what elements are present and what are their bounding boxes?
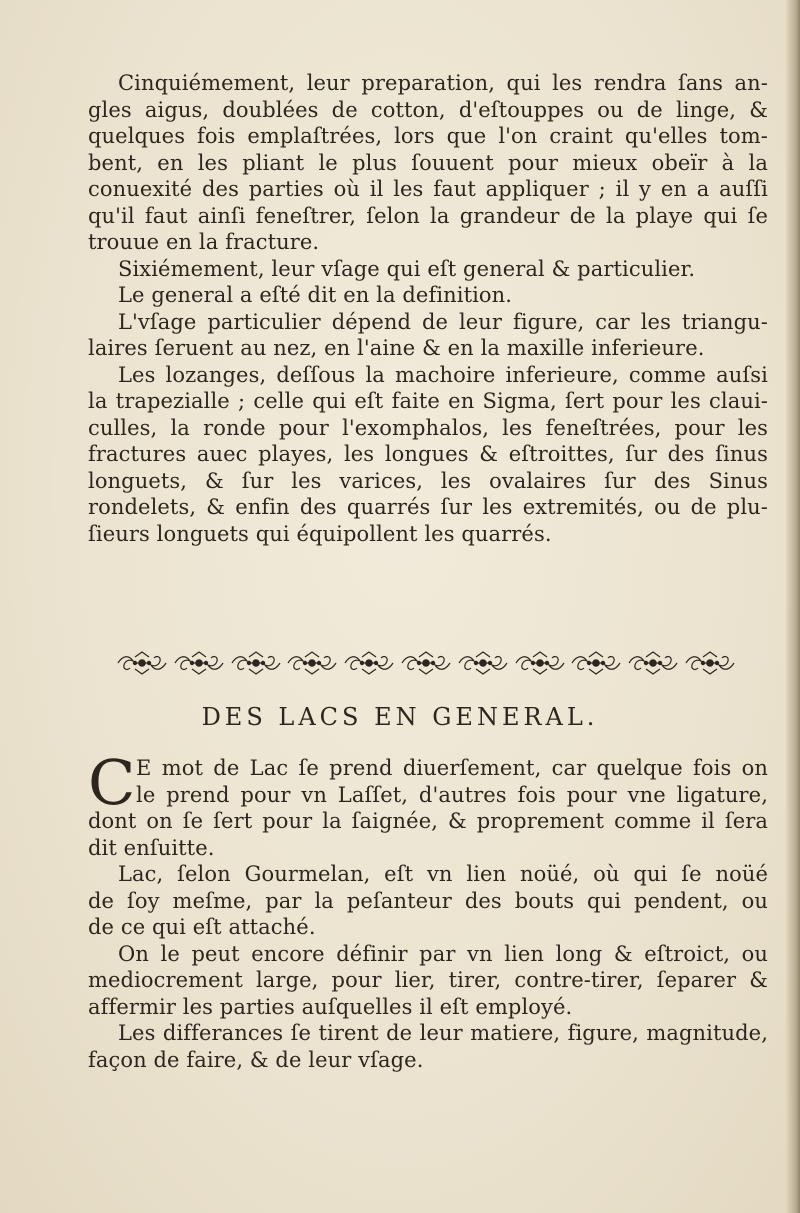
text-line: longuets, & ſur les varices, les ovalaires ſur des Sinus bbox=[88, 468, 768, 493]
text-line: la trapezialle ; celle qui eſt faite en Sigma, ſert pour les claui- bbox=[88, 389, 768, 413]
fleuron-icon bbox=[229, 649, 283, 677]
text-line: fractures auec playes, les longues & eſtroittes, ſur des ſinus bbox=[88, 442, 768, 466]
paragraph bbox=[88, 282, 768, 309]
paragraph bbox=[88, 746, 768, 861]
text-line: qu'il faut ainſi feneſtrer, ſelon la grandeur de la playe qui ſe bbox=[88, 203, 768, 228]
text-line: gles aigus, doublées de cotton, d'eſtouppes ou de linge, & bbox=[88, 97, 768, 122]
lower-text-section bbox=[88, 746, 768, 1073]
text-line: Lac, ſelon Gourmelan, eſt vn lien noüé, où qui ſe noüé bbox=[118, 862, 768, 886]
fleuron-icon bbox=[456, 649, 510, 677]
text-line: de ce qui eſt attaché. bbox=[88, 915, 316, 939]
text-line: rondelets, & enfin des quarrés ſur les extremités, ou de plu- bbox=[88, 495, 768, 519]
text-line: Les lozanges, deſſous la machoire inferieure, comme auſsi bbox=[118, 362, 768, 387]
fleuron-icon bbox=[683, 649, 737, 677]
paragraph bbox=[88, 362, 768, 548]
text-line: affermir les parties auſquelles il eſt employé. bbox=[88, 994, 573, 1019]
fleuron-icon bbox=[513, 649, 567, 677]
text-line: laires ſeruent au nez, en l'aine & en la maxille inferieure. bbox=[88, 336, 705, 360]
text-line: façon de faire, & de leur vſage. bbox=[88, 1047, 424, 1072]
text-line: E mot de Lac ſe prend diuerſement, car quelque fois on bbox=[136, 756, 768, 780]
text-line: quelques fois emplaſtrées, lors que l'on craint qu'elles tom- bbox=[88, 124, 768, 148]
fleuron-icon bbox=[626, 649, 680, 677]
text-line: Les differances ſe tirent de leur matiere, figure, magnitude, bbox=[118, 1021, 768, 1045]
text-line: le prend pour vn Laſſet, d'autres fois pour vne ligature, bbox=[136, 782, 768, 807]
text-line: conuexité des parties où il les faut appliquer ; il y en a auſſi bbox=[88, 177, 768, 201]
paragraph bbox=[88, 941, 768, 1021]
page-edge bbox=[786, 0, 800, 1213]
fleuron-ornament-band bbox=[115, 647, 737, 679]
section-heading: DES LACS EN GENERAL. bbox=[201, 703, 599, 731]
text-line: de ſoy meſme, par la peſanteur des bouts qui pendent, ou bbox=[88, 888, 768, 913]
text-line: trouue en la fracture. bbox=[88, 230, 320, 254]
paragraph bbox=[88, 309, 768, 362]
paragraph bbox=[88, 861, 768, 941]
text-line: bent, en les pliant le plus ſouuent pour mieux obeïr à la bbox=[88, 150, 768, 175]
upper-text-section bbox=[88, 70, 768, 547]
fleuron-icon bbox=[285, 649, 339, 677]
fleuron-icon bbox=[399, 649, 453, 677]
text-line: L'vſage particulier dépend de leur figure, car les triangu- bbox=[118, 309, 768, 334]
text-line: Sixiémement, leur vſage qui eſt general & particulier. bbox=[118, 256, 696, 281]
text-line: mediocrement large, pour lier, tirer, contre-tirer, ſeparer & bbox=[88, 968, 768, 992]
paragraph bbox=[88, 70, 768, 256]
text-line: dont on ſe ſert pour la ſaignée, & proprement comme il ſera bbox=[88, 809, 768, 833]
fleuron-icon bbox=[172, 649, 226, 677]
fleuron-icon bbox=[569, 649, 623, 677]
text-line: culles, la ronde pour l'exomphalos, les feneſtrées, pour les bbox=[88, 415, 768, 440]
text-line: dit enſuitte. bbox=[88, 835, 215, 860]
drop-capital: C bbox=[88, 746, 136, 819]
text-line: Le general a eſté dit en la definition. bbox=[118, 283, 513, 307]
fleuron-icon bbox=[342, 649, 396, 677]
text-line: Cinquiémement, leur preparation, qui les rendra ſans an- bbox=[118, 71, 768, 95]
text-line: On le peut encore définir par vn lien long & eſtroict, ou bbox=[118, 941, 768, 966]
text-line: ſieurs longuets qui équipollent les quarrés. bbox=[88, 521, 552, 546]
paragraph bbox=[88, 256, 768, 283]
paragraph bbox=[88, 1020, 768, 1073]
fleuron-icon bbox=[115, 649, 169, 677]
